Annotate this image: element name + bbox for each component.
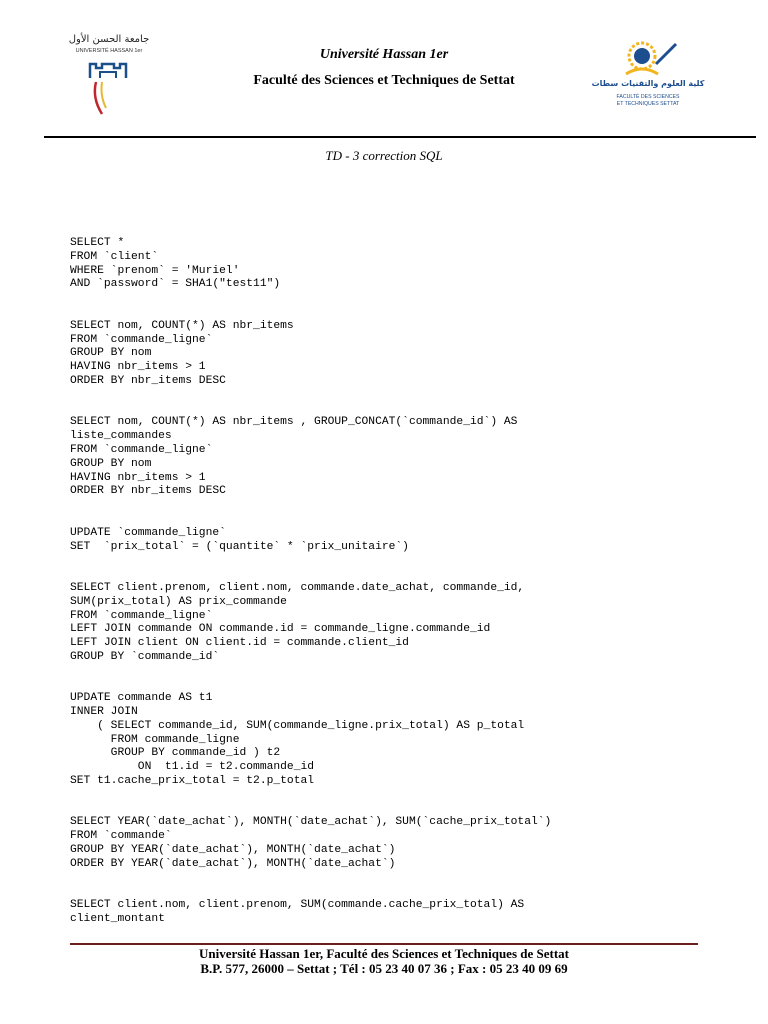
sql-code-line: ( SELECT commande_id, SUM(commande_ligne.prix_total) AS p_total xyxy=(70,719,525,732)
sql-code-line: SELECT nom, COUNT(*) AS nbr_items , GROUP_CONCAT(`commande_id`) AS xyxy=(70,416,518,429)
sql-code-line: client_montant xyxy=(70,913,165,926)
sql-code-line: SELECT YEAR(`date_achat`), MONTH(`date_achat`), SUM(`cache_prix_total`) xyxy=(70,816,552,829)
sql-query-block xyxy=(70,237,710,292)
sql-code-line: GROUP BY `commande_id` xyxy=(70,650,220,663)
faculty-name: Faculté des Sciences et Techniques de Settat xyxy=(253,73,515,88)
sql-code-line: HAVING nbr_items > 1 xyxy=(70,361,206,374)
logo-right-fr-line1: FACULTÉ DES SCIENCES xyxy=(616,94,680,100)
header-divider xyxy=(44,136,756,138)
sql-code-line: LEFT JOIN client ON client.id = commande.client_id xyxy=(70,637,409,650)
sql-code-line: SET `prix_total` = (`quantite` * `prix_unitaire`) xyxy=(70,540,409,553)
sql-code-line: AND `password` = SHA1("test11") xyxy=(70,278,281,291)
sql-code-line: liste_commandes xyxy=(70,430,172,443)
sql-code-line: LEFT JOIN commande ON commande.id = commande_ligne.commande_id xyxy=(70,623,491,636)
page-header xyxy=(0,0,768,140)
sql-code-line: FROM `commande_ligne` xyxy=(70,609,213,622)
footer-address-line-1: Université Hassan 1er, Faculté des Sciences et Techniques de Settat xyxy=(199,946,569,961)
sql-code-line: UPDATE `commande_ligne` xyxy=(70,526,226,539)
sql-code-line: ORDER BY nbr_items DESC xyxy=(70,374,226,387)
sql-query-block xyxy=(70,816,710,871)
sql-query-block xyxy=(70,320,710,389)
sql-code-listing xyxy=(70,237,710,954)
sql-code-line: FROM `client` xyxy=(70,250,159,263)
sql-query-block xyxy=(70,582,710,665)
sql-code-line: FROM commande_ligne xyxy=(70,733,240,746)
sql-code-line: WHERE `prenom` = 'Muriel' xyxy=(70,264,240,277)
logo-right-fr-line2: ET TECHNIQUES SETTAT xyxy=(616,101,680,107)
sql-code-line: GROUP BY YEAR(`date_achat`), MONTH(`date_achat`) xyxy=(70,844,396,857)
sql-query-block xyxy=(70,527,710,555)
sql-query-block xyxy=(70,692,710,789)
sql-code-line: GROUP BY nom xyxy=(70,347,152,360)
sql-code-line: SELECT nom, COUNT(*) AS nbr_items xyxy=(70,319,294,332)
sql-code-line: INNER JOIN xyxy=(70,706,138,719)
sql-code-line: FROM `commande_ligne` xyxy=(70,333,213,346)
sql-code-line: UPDATE commande AS t1 xyxy=(70,692,213,705)
logo-left-arabic-text: جامعة الحسن الأول xyxy=(68,34,150,45)
footer-address-line-2: B.P. 577, 26000 – Settat ; Tél : 05 23 40 07 36 ; Fax : 05 23 40 09 69 xyxy=(200,961,568,976)
sql-query-block xyxy=(70,416,710,499)
sql-code-line: GROUP BY commande_id ) t2 xyxy=(70,747,281,760)
sql-code-line: HAVING nbr_items > 1 xyxy=(70,471,206,484)
sql-code-line: SUM(prix_total) AS prix_commande xyxy=(70,595,287,608)
university-name: Université Hassan 1er xyxy=(319,47,449,62)
sql-code-line: SET t1.cache_prix_total = t2.p_total xyxy=(70,775,315,788)
sql-code-line: SELECT * xyxy=(70,237,125,249)
sql-code-line: FROM `commande_ligne` xyxy=(70,443,213,456)
sql-code-line: ORDER BY nbr_items DESC xyxy=(70,485,226,498)
sql-code-line: SELECT client.prenom, client.nom, commande.date_achat, commande_id, xyxy=(70,581,525,594)
sql-query-block xyxy=(70,899,710,927)
document-title: TD - 3 correction SQL xyxy=(325,148,443,163)
logo-left-subtext: UNIVERSITÉ HASSAN 1er xyxy=(75,48,143,54)
faculty-logo xyxy=(591,34,705,114)
sql-code-line: ON t1.id = t2.commande_id xyxy=(70,761,315,774)
sql-code-line: SELECT client.nom, client.prenom, SUM(commande.cache_prix_total) AS xyxy=(70,899,525,912)
sql-code-line: GROUP BY nom xyxy=(70,457,152,470)
logo-right-arabic-text: كلية العلوم والتقنيات سطات xyxy=(591,79,705,88)
sql-code-line: FROM `commande` xyxy=(70,830,172,843)
sql-code-line: ORDER BY YEAR(`date_achat`), MONTH(`date_achat`) xyxy=(70,857,396,870)
footer-divider xyxy=(70,943,698,945)
